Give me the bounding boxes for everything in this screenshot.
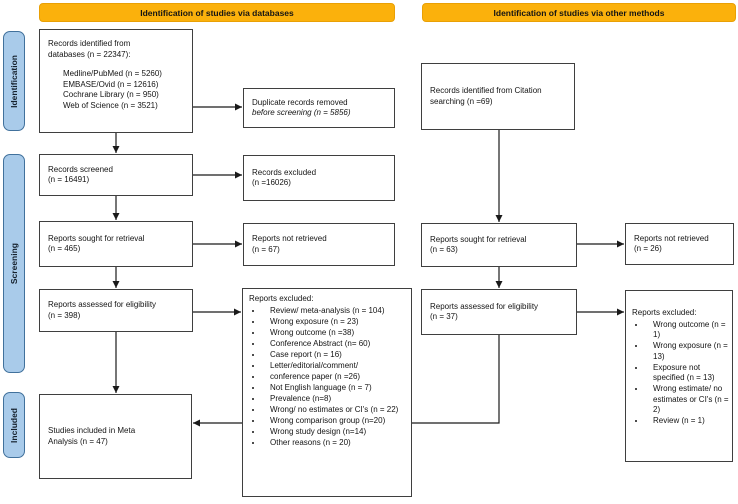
box-text-line: Studies included in Meta [48,426,136,435]
database-count-list [63,69,188,111]
box-text-line: (n = 63) [430,245,458,254]
box-text-line: (n = 37) [430,312,458,321]
phase-tab-screening [3,154,25,373]
box-reports-sought-databases [39,221,193,267]
box-reports-assessed-other [421,289,577,335]
box-reports-assessed-databases [39,289,193,332]
box-text-line: Reports assessed for eligibility [430,301,539,311]
exclusion-reason-list [249,306,408,449]
box-text-line: Duplicate records removed [252,97,348,107]
box-duplicates-removed [243,88,395,128]
list-item: • Not English language (n = 7) [263,383,408,394]
box-text-line: Reports sought for retrieval [48,233,145,243]
list-item: • Wrong exposure (n = 13) [646,341,730,362]
box-text-line: (n = 67) [252,244,280,254]
box-records-identified-citation [421,63,575,130]
list-item: Web of Science (n = 3521) [63,100,158,110]
list-item: Medline/PubMed (n = 5260) [63,69,162,78]
box-text-line: Reports assessed for eligibility [48,300,157,309]
box-text-line: databases (n = 22347): [48,49,131,59]
exclusion-list-title: Reports excluded: [249,294,314,303]
box-records-excluded [243,155,395,201]
box-text-line: Records excluded [252,167,317,177]
list-item: • Review (n = 1) [646,416,730,427]
box-text-line-italic: before screening (n = 5856) [252,108,351,117]
exclusion-list-title: Reports excluded: [632,308,697,317]
list-item: • Wrong outcome (n =38) [263,328,408,339]
list-item: • Wrong exposure (n = 23) [263,317,408,328]
box-text-line: (n = 26) [634,244,662,253]
list-item: • Wrong study design (n=14) [263,427,408,438]
list-item: • Wrong outcome (n = 1) [646,320,730,341]
list-item: • Conference Abstract (n= 60) [263,339,408,350]
list-item: • Other reasons (n = 20) [263,438,408,449]
box-text-line: Records screened [48,164,113,174]
banner-databases [39,3,395,22]
banner-databases-label: Identification of studies via databases [140,7,294,18]
box-text-line: searching (n =69) [430,96,493,106]
list-item: • Prevalence (n=8) [263,394,408,405]
list-item: • Wrong comparison group (n=20) [263,416,408,427]
list-item: • conference paper (n =26) [263,372,408,383]
list-item: • Review/ meta-analysis (n = 104) [263,306,408,317]
box-reports-excluded-databases [242,288,412,497]
list-item: • Case report (n = 16) [263,350,408,361]
phase-tab-screening-label: Screening [9,242,19,285]
box-records-screened [39,154,193,196]
list-item: • Letter/editorial/comment/ [263,361,408,372]
box-reports-not-retrieved-other [625,223,734,265]
banner-other-methods-label: Identification of studies via other methods [493,7,665,18]
list-item: • Exposure not specified (n = 13) [646,363,730,384]
box-records-identified-databases [39,29,193,133]
box-reports-sought-other [421,223,577,267]
list-item: EMBASE/Ovid (n = 12616) [63,79,159,89]
banner-other-methods [422,3,736,22]
box-reports-not-retrieved-databases [243,223,395,266]
box-text-line: (n =16026) [252,178,291,187]
phase-tab-included-label: Included [9,407,19,443]
box-text-line: (n = 465) [48,244,81,253]
box-text-line: Reports sought for retrieval [430,234,527,244]
box-text-line: Analysis (n = 47) [48,436,108,446]
phase-tab-identification-label: Identification [9,54,19,108]
box-text-line: Reports not retrieved [252,234,327,243]
exclusion-reason-list [632,320,730,427]
box-text-line: Reports not retrieved [634,233,709,243]
phase-tab-included [3,392,25,458]
box-text-line: Records identified from [48,39,131,48]
box-text-line: (n = 16491) [48,175,90,184]
list-item: • Wrong/ no estimates or CI's (n = 22) [263,405,408,416]
box-reports-excluded-other [625,290,733,462]
list-item: Cochrane Library (n = 950) [63,90,159,99]
box-text-line: Records identified from Citation [430,86,542,95]
phase-tab-identification [3,31,25,131]
box-text-line: (n = 398) [48,310,81,320]
list-item: • Wrong estimate/ no estimates or CI's (n = 2) [646,384,730,416]
box-studies-included [39,394,192,479]
